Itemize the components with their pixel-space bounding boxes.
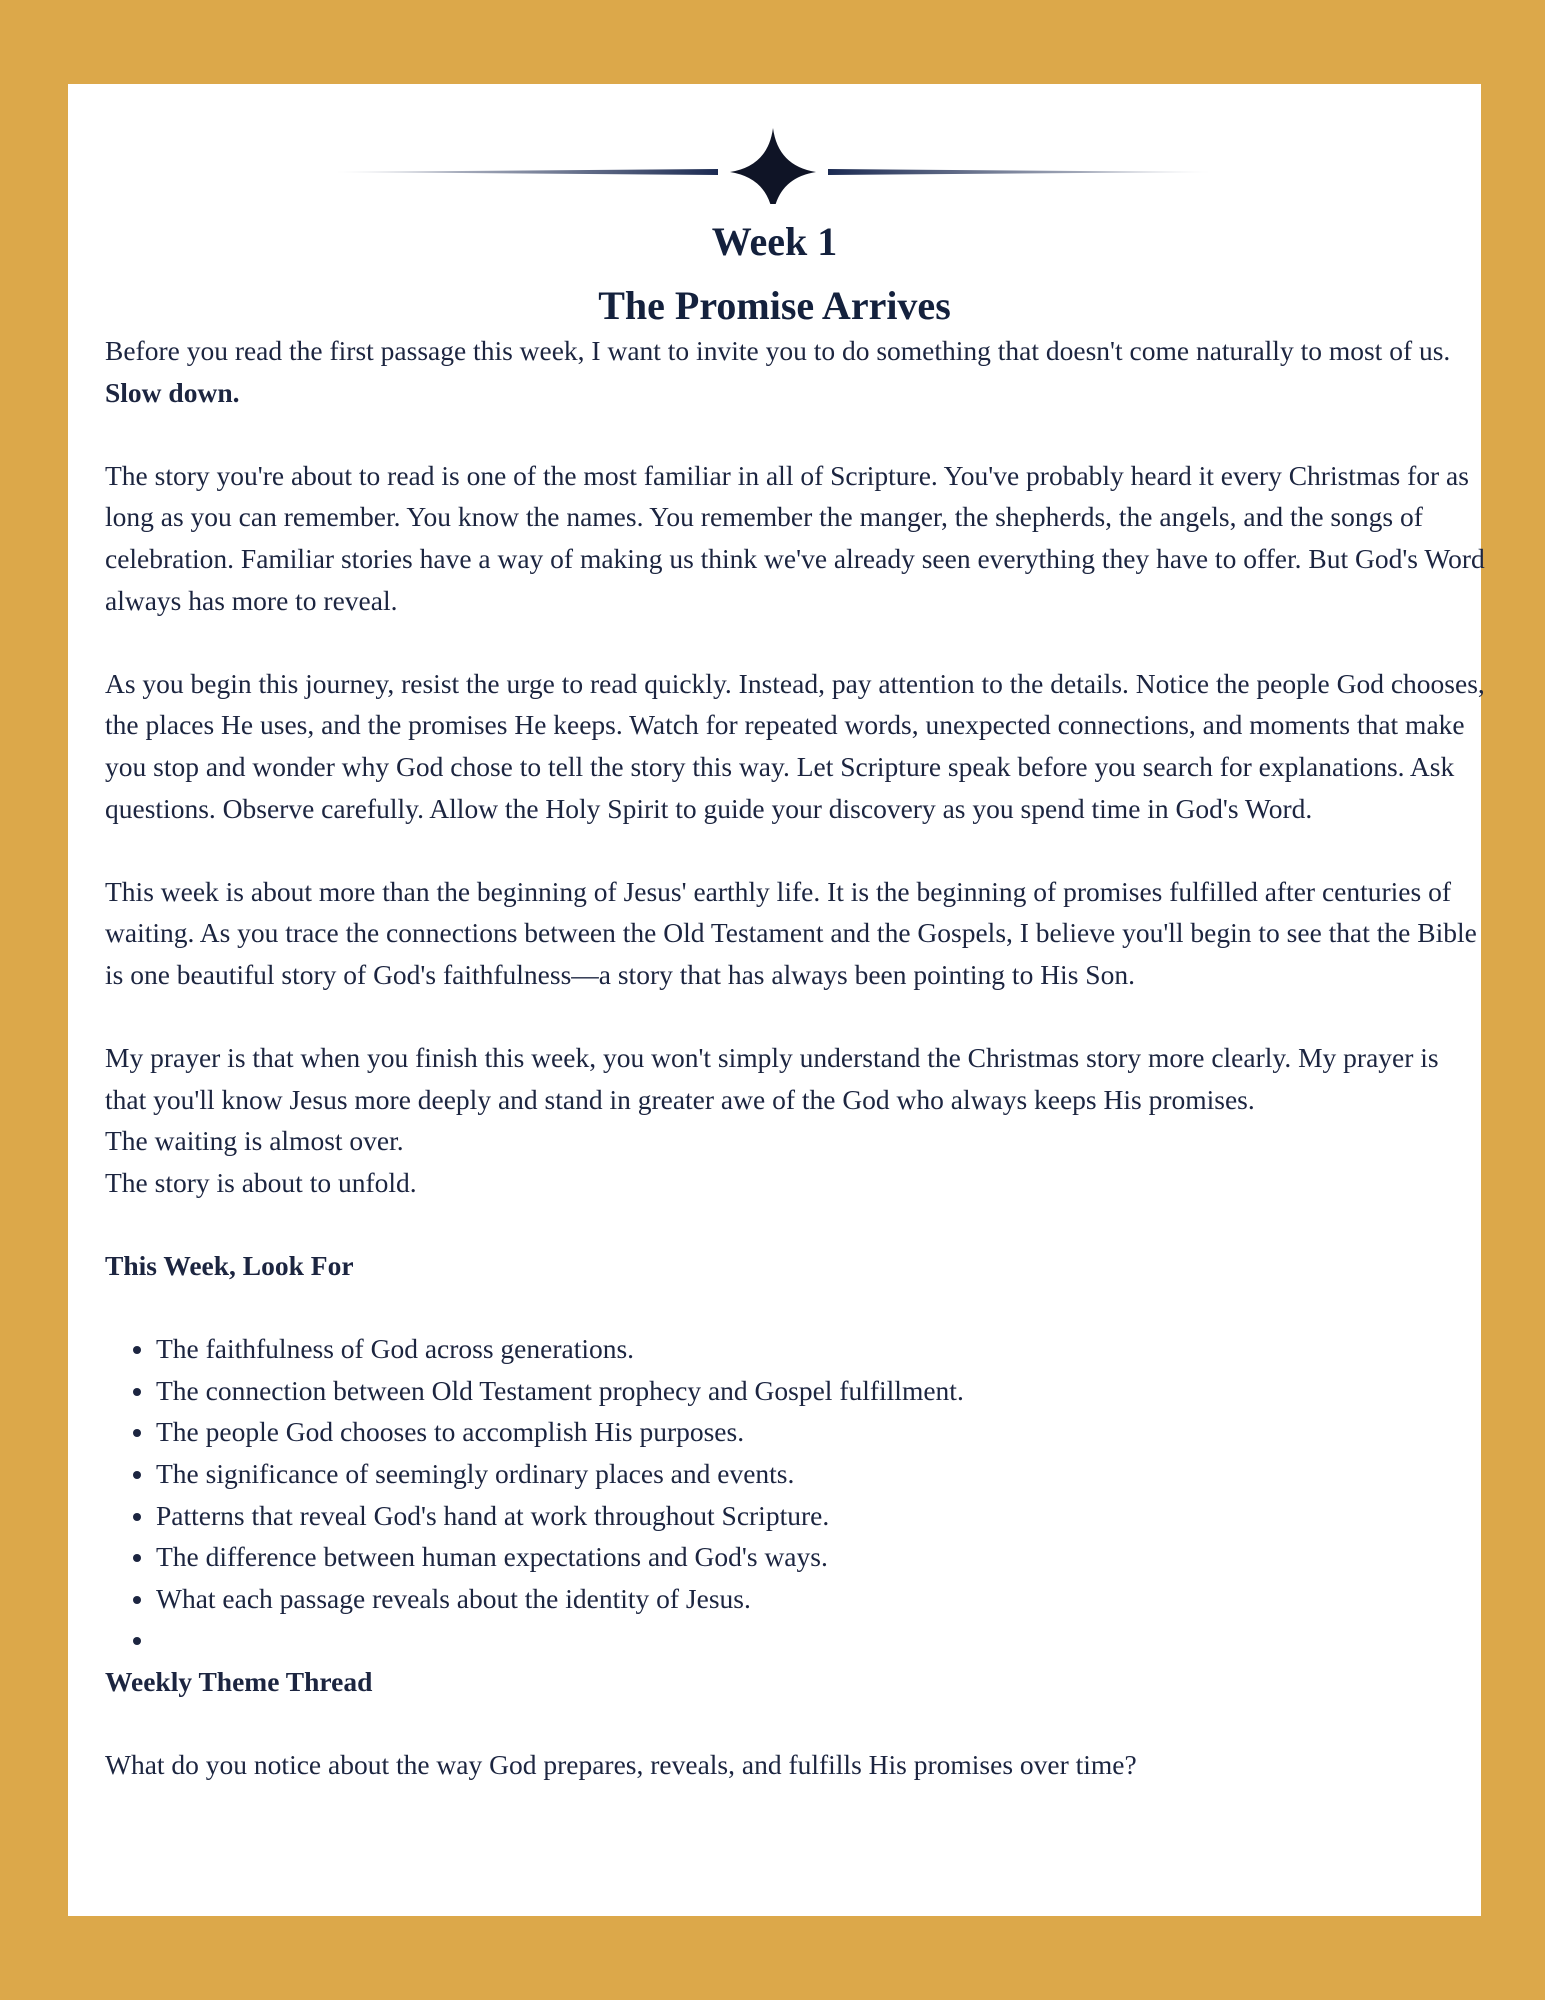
page-title: The Promise Arrives xyxy=(598,283,951,328)
look-for-heading: This Week, Look For xyxy=(105,1250,354,1282)
intro-paragraph-1 xyxy=(105,330,1485,413)
list-item: • The people God chooses to accomplish His purposes. xyxy=(156,1411,1485,1453)
title-block xyxy=(68,210,1481,338)
list-item: • The connection between Old Testament prophecy and Gospel fulfillment. xyxy=(156,1370,1485,1412)
intro-emphasis: Slow down. xyxy=(105,376,240,408)
intro-paragraph-5: My prayer is that when you finish this week, you won't simply understand the Christmas story more clearly. My prayer is that you'll know Jesus more deeply and stand in greater awe of the God who always keeps His promises. xyxy=(105,1042,1439,1115)
intro-paragraph-4: This week is about more than the beginning of Jesus' earthly life. It is the beginning of promises fulfilled after centuries of waiting. As you trace the connections between the Old Testament and the Gospels, I believe you'll begin to see that the Bible is one beautiful story of God's faithfulness—a story that has always been pointing to His Son. xyxy=(105,875,1477,990)
list-item: • The faithfulness of God across generations. xyxy=(156,1328,1485,1370)
look-for-list xyxy=(105,1328,1485,1661)
body-content xyxy=(105,330,1485,1786)
list-item: • What each passage reveals about the identity of Jesus. xyxy=(156,1578,1485,1620)
list-item: • Patterns that reveal God's hand at work throughout Scripture. xyxy=(156,1495,1485,1537)
list-item: • The difference between human expectations and God's ways. xyxy=(156,1536,1485,1578)
week-label: Week 1 xyxy=(711,219,838,264)
theme-thread-heading: Weekly Theme Thread xyxy=(105,1666,373,1697)
intro-paragraph-3: As you begin this journey, resist the urge to read quickly. Instead, pay attention to the details. Notice the people God chooses, the places He uses, and the promises He keeps. Watch for repeated words, unexpected connections, and moments that make you stop and wonder why God chose to tell the story this way. Let Scripture speak before you search for explanations. Ask questions. Observe carefully. Allow the Holy Spirit to guide your discovery as you spend time in God's Word. xyxy=(105,667,1485,824)
intro-paragraph-6: The waiting is almost over. xyxy=(105,1125,404,1157)
page-frame xyxy=(68,84,1485,1916)
list-item: • The significance of seemingly ordinary places and events. xyxy=(156,1453,1485,1495)
list-item-empty xyxy=(156,1619,1485,1661)
star-divider-icon xyxy=(68,104,1481,204)
intro-paragraph-2: The story you're about to read is one of the most familiar in all of Scripture. You've probably heard it every Christmas for as long as you can remember. You know the names. You remember the manger, the shepherds, the angels, and the songs of celebration. Familiar stories have a way of making us think we've already seen everything they have to offer. But God's Word always has more to reveal. xyxy=(105,459,1485,616)
intro-paragraph-7: The story is about to unfold. xyxy=(105,1166,417,1198)
theme-thread-question: What do you notice about the way God prepares, reveals, and fulfills His promises over time? xyxy=(105,1749,1137,1781)
intro-paragraph-1-text: Before you read the first passage this week, I want to invite you to do something that doesn't come naturally to most of us. xyxy=(105,335,1451,366)
